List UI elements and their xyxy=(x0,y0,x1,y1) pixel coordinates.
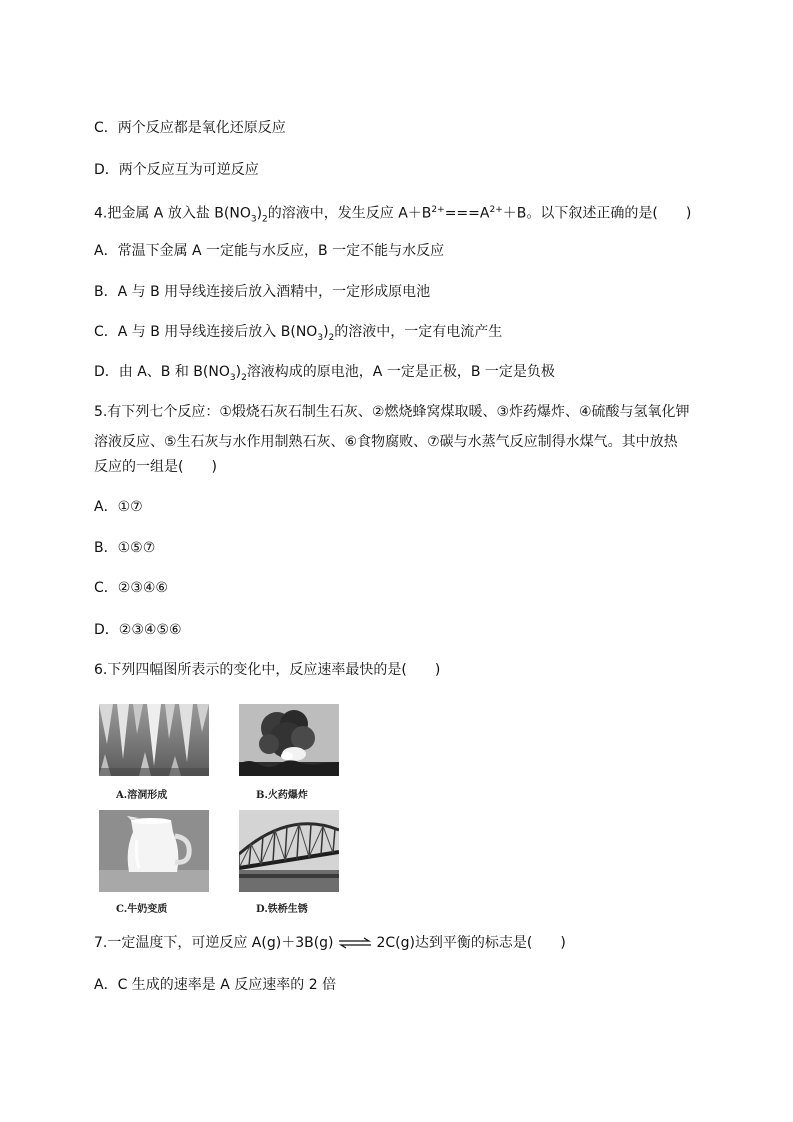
subscript: 2 xyxy=(262,214,268,225)
q5-option-c: C．②③④⑥ xyxy=(94,580,168,596)
q7-stem-part: 7.一定温度下，可逆反应 A(g)＋3B(g) xyxy=(94,935,334,951)
q4-option-a: A．常温下金属 A 一定能与水反应，B 一定不能与水反应 xyxy=(94,243,445,259)
q4-stem-part: 的溶液中，发生反应 A＋B xyxy=(267,205,432,222)
superscript: 2+ xyxy=(489,205,503,215)
subscript: 3 xyxy=(229,372,236,383)
q7-option-a: A．C 生成的速率是 A 反应速率的 2 倍 xyxy=(94,977,337,993)
q5-option-b: B．①⑤⑦ xyxy=(94,540,156,556)
q4-stem xyxy=(94,200,691,229)
bridge-photo xyxy=(239,810,339,892)
q5-stem-line3: 反应的一组是( ) xyxy=(94,459,217,475)
q5-option-a: A．①⑦ xyxy=(94,499,143,515)
q4-stem-part: 4.把金属 A 放入盐 B(NO xyxy=(94,205,251,222)
q4-option-d-part: D．由 A、B 和 B(NO xyxy=(94,364,230,380)
q3-option-d: D．两个反应互为可逆反应 xyxy=(94,162,259,178)
superscript: 2+ xyxy=(431,205,445,215)
q4-option-d-part: 溶液构成的原电池，A 一定是正极，B 一定是负极 xyxy=(246,364,555,380)
milk-photo xyxy=(99,810,209,892)
q4-stem-part: ===A xyxy=(444,205,490,222)
subscript: 3 xyxy=(317,332,324,343)
caption-a: A.溶洞形成 xyxy=(116,790,168,801)
q7-stem-part: 2C(g)达到平衡的标志是( ) xyxy=(376,935,566,951)
explosion-photo xyxy=(239,704,339,776)
q4-stem-part: ) xyxy=(256,205,263,222)
q5-stem-line2: 溶液反应、⑤生石灰与水作用制熟石灰、⑥食物腐败、⑦碳与水蒸气反应制得水煤气。其中放热 xyxy=(94,434,678,450)
q5-stem-line1: 5.有下列七个反应：①煅烧石灰石制生石灰、②燃烧蜂窝煤取暖、③炸药爆炸、④硫酸与氢氧化钾 xyxy=(94,404,690,420)
q5-option-d: D．②③④⑤⑥ xyxy=(94,622,182,638)
q6-stem: 6.下列四幅图所表示的变化中，反应速率最快的是( ) xyxy=(94,662,441,678)
caption-b: B.火药爆炸 xyxy=(256,790,308,801)
subscript: 2 xyxy=(241,372,247,383)
caption-d: D.铁桥生锈 xyxy=(256,904,308,915)
cave-photo xyxy=(99,704,209,776)
q4-option-c-part: C．A 与 B 用导线连接后放入 B(NO xyxy=(94,324,318,340)
q4-option-c-part: ) xyxy=(323,324,329,340)
q4-option-c-part: 的溶液中，一定有电流产生 xyxy=(334,324,503,340)
q4-option-d xyxy=(94,362,555,388)
q4-option-b: B．A 与 B 用导线连接后放入酒精中，一定形成原电池 xyxy=(94,284,431,300)
q3-option-c: C．两个反应都是氧化还原反应 xyxy=(94,120,286,136)
equilibrium-arrow-icon xyxy=(338,937,372,949)
caption-c: C.牛奶变质 xyxy=(116,904,168,915)
q4-option-c xyxy=(94,322,502,348)
subscript: 3 xyxy=(250,214,257,225)
q7-stem xyxy=(94,933,566,953)
q4-option-d-part: ) xyxy=(235,364,242,380)
q4-stem-part: ＋B。以下叙述正确的是( ) xyxy=(502,205,692,222)
subscript: 2 xyxy=(328,332,335,343)
